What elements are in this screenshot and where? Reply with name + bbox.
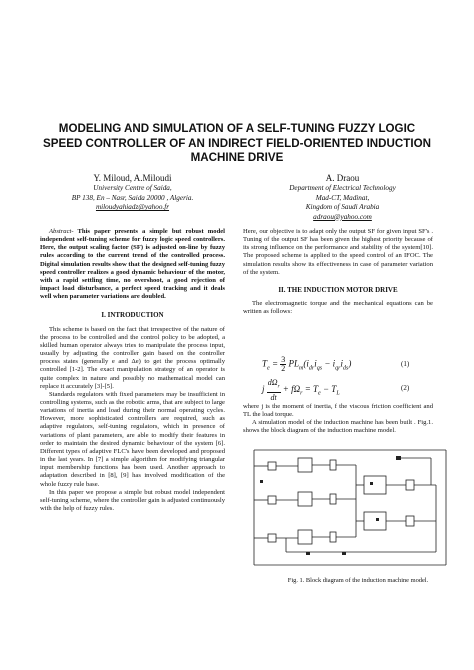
- motor-paragraph-1: The electromagnetic torque and the mechanical equations can be written as follows:: [243, 300, 433, 316]
- left-column: [40, 228, 225, 513]
- motor-paragraph-2: where j is the moment of inertia, f the viscous friction coefficient and TL the load torque.: [243, 403, 433, 419]
- abstract-label: Abstract-: [49, 228, 74, 235]
- author-email-right[interactable]: adraou@yahoo.com: [313, 212, 372, 221]
- equation-number-2: (2): [401, 384, 410, 392]
- author-address1-right: Mad-CT, Madinat,: [315, 193, 370, 202]
- author-address2-right: Kingdom of Saudi Arabia: [305, 203, 380, 212]
- intro-paragraph-3: In this paper we propose a simple but robust model independent self-tuning scheme, where the controller gain is adjusted continuously with the help of fuzzy rules.: [40, 488, 225, 512]
- abstract-text: This paper presents a simple but robust model independent self-tuning scheme for fuzzy logic speed controllers. Here, the output scaling factor (SF) is adjusted on-line by fuzzy rules according to the current trend of the controlled process. Digital simulation results show that the designed self-tuning fuzzy speed controller realizes a good dynamic behaviour of the motor, with a rapid settling time, no overshoot, a good rejection of impact load disturbance, a perfect speed tracking and it deals well when parameter variations are doubled.: [40, 228, 225, 301]
- author-address-left: BP 138, En – Nasr, Saida 20000 , Algeria.: [71, 193, 194, 202]
- author-block-right: [250, 172, 435, 222]
- author-names-left: Y. Miloud, A.Miloudi: [93, 173, 172, 183]
- abstract: [40, 228, 225, 301]
- intro-paragraph-1: This scheme is based on the fact that irrespective of the nature of the process to be controlled and the control policy to be adopted, a skilled human operator always tries to manipulate the process input, usually by adjusting the controller gain based on the controller process states (generally e and Δe) to get the process optimally controlled [1-2]. The exact manipulation strategy of an operator is quite complex in nature and possibly no mathematical model can replace it accurately [3]-[5].: [40, 325, 225, 390]
- right-column-top: [243, 228, 433, 316]
- right-paragraph-1: Here, our objective is to adapt only the output SF for given input SF's . Tuning of the output SF has been given the highest priority because of its strong influence on the performance and stability of the system[10]. The proposed scheme is applied to the speed control of an IFOC. The simulation results show its effectiveness in case of parameter variation of the system.: [243, 228, 433, 276]
- right-column-middle: [243, 403, 433, 436]
- paper-title: MODELING AND SIMULATION OF A SELF-TUNING FUZZY LOGIC SPEED CONTROLLER OF AN INDIRECT FIELD-ORIENTED INDUCTION MACHINE DRIVE: [43, 122, 431, 164]
- author-dept-right: Department of Electrical Technology: [289, 184, 396, 192]
- author-names-right: A. Draou: [325, 173, 360, 183]
- author-dept-left: University Centre of Saida,: [93, 184, 172, 192]
- heading-motor-drive: II. THE INDUCTION MOTOR DRIVE: [278, 285, 398, 294]
- author-email-left[interactable]: miloudyahiadz@yahoo.fr: [95, 203, 170, 212]
- heading-introduction: I. INTRODUCTION: [101, 311, 164, 320]
- block-diagram-figure: [246, 440, 456, 572]
- intro-paragraph-2: Standards regulators with fixed parameters may be insufficient in controlling systems, such as the robotic arms, that are subject to large variations of inertia and load during their normal operating cycles. However, more sophisticated controllers are required, such as adaptive regulators, self-tuning regulators, which in presence of variations of plant parameters, are able to modify their features in order to maintain the desired dynamic behaviour of the system [6]. Different types of adaptive FLC's have been developed and proposed in the last years. In [7] a simple algorithm for modifying triangular input membership functions has been used. Another approach to adaptation described in [8], [9] has involved modification of the whole fuzzy rule base.: [40, 390, 225, 488]
- equation-mechanical: j $d\Omega_r$ dt + $f\Omega_r = T_e - T_L$: [262, 378, 340, 402]
- motor-paragraph-3: A simulation model of the induction machine has been built . Fig.1. shows the block diagram of the induction machine model.: [243, 419, 433, 435]
- author-block-left: [40, 172, 225, 213]
- equation-torque: $T_e$ = 3 2 $PL_m(i_{dr}i_{qs} - i_{qr}i_{ds})$: [262, 355, 352, 373]
- figure-caption: Fig. 1. Block diagram of the induction machine model.: [287, 577, 429, 584]
- equation-number-1: (1): [401, 360, 410, 368]
